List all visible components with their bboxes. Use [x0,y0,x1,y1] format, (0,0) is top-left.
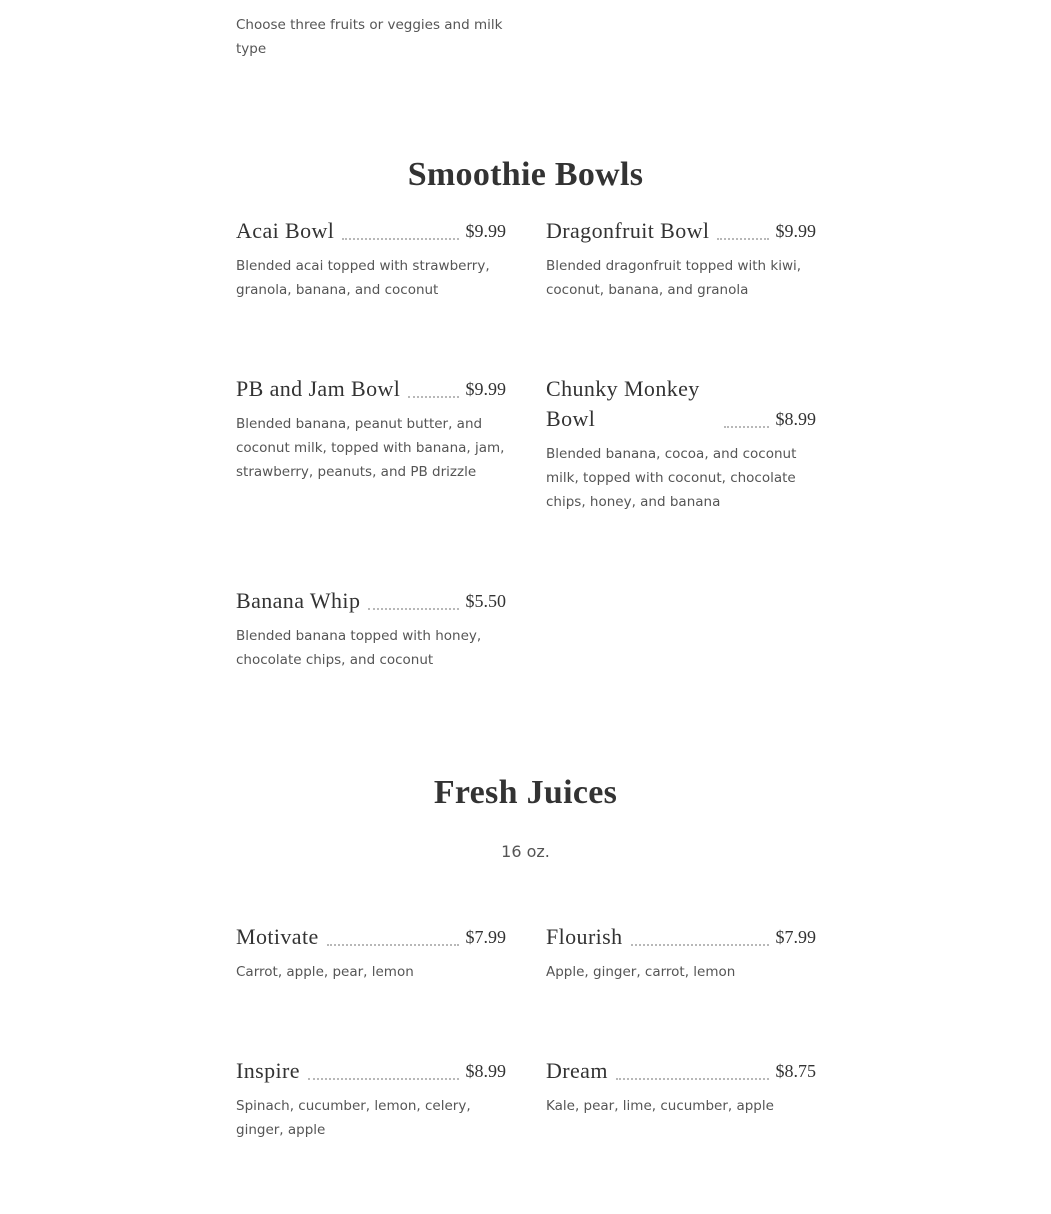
menu-item-price: $8.99 [465,1061,506,1081]
menu-item-name: Dream [546,1058,608,1083]
menu-item-name: Motivate [236,924,319,949]
menu-item-name: Dragonfruit Bowl [546,218,710,243]
menu-item-price: $9.99 [465,221,506,241]
dot-leader [631,943,769,946]
menu-item-price: $8.75 [775,1061,816,1081]
menu-item-name: Banana Whip [236,588,361,613]
menu-item-dream [546,1056,816,1118]
menu-item-chunky-monkey-bowl [546,374,816,514]
menu-item-name: Flourish [546,924,623,949]
menu-item-price: $7.99 [465,927,506,947]
menu-item-price: $8.99 [775,409,816,429]
dot-leader [327,943,459,946]
menu-item-price: $5.50 [465,591,506,611]
section-title-smoothie-bowls: Smoothie Bowls [407,156,644,193]
section-subtitle: 16 oz. [501,842,550,861]
menu-item-description: Blended banana, cocoa, and coconut milk, topped with coconut, chocolate chips, honey, and banana [546,446,797,510]
menu-item-price: $7.99 [775,927,816,947]
menu-item-description: Spinach, cucumber, lemon, celery, ginger, apple [236,1098,471,1138]
menu-item-name: Acai Bowl [236,218,335,243]
dot-leader [616,1077,769,1080]
dot-leader [408,395,458,398]
menu-item-description: Kale, pear, lime, cucumber, apple [546,1098,774,1114]
menu-item-dragonfruit-bowl [546,216,816,302]
menu-item-description: Blended banana, peanut butter, and coconut milk, topped with banana, jam, strawberry, peanuts, and PB drizzle [236,416,505,480]
menu-item-description: Blended banana topped with honey, chocolate chips, and coconut [236,628,482,668]
dot-leader [342,237,458,240]
section-title-fresh-juices: Fresh Juices [433,774,618,811]
menu-item-name: Chunky Monkey Bowl [546,376,700,431]
previous-item-description: Choose three fruits or veggies and milk type [236,17,503,57]
menu-item-description: Blended dragonfruit topped with kiwi, coconut, banana, and granola [546,258,802,298]
menu-item-motivate [236,922,506,984]
menu-item-price: $9.99 [465,379,506,399]
dot-leader [717,237,768,240]
menu-item-name: PB and Jam Bowl [236,376,401,401]
menu-item-acai-bowl [236,216,506,302]
menu-item-banana-whip [236,586,506,672]
menu-item-price: $9.99 [775,221,816,241]
dot-leader [308,1077,459,1080]
menu-item-flourish [546,922,816,984]
menu-item-name: Inspire [236,1058,300,1083]
menu-item-description: Carrot, apple, pear, lemon [236,964,414,980]
menu-item-inspire [236,1056,506,1142]
menu-item-description: Blended acai topped with strawberry, granola, banana, and coconut [236,258,490,298]
dot-leader [368,607,458,610]
dot-leader [724,425,769,428]
menu-item-pb-and-jam-bowl [236,374,506,484]
menu-item-description: Apple, ginger, carrot, lemon [546,964,736,980]
